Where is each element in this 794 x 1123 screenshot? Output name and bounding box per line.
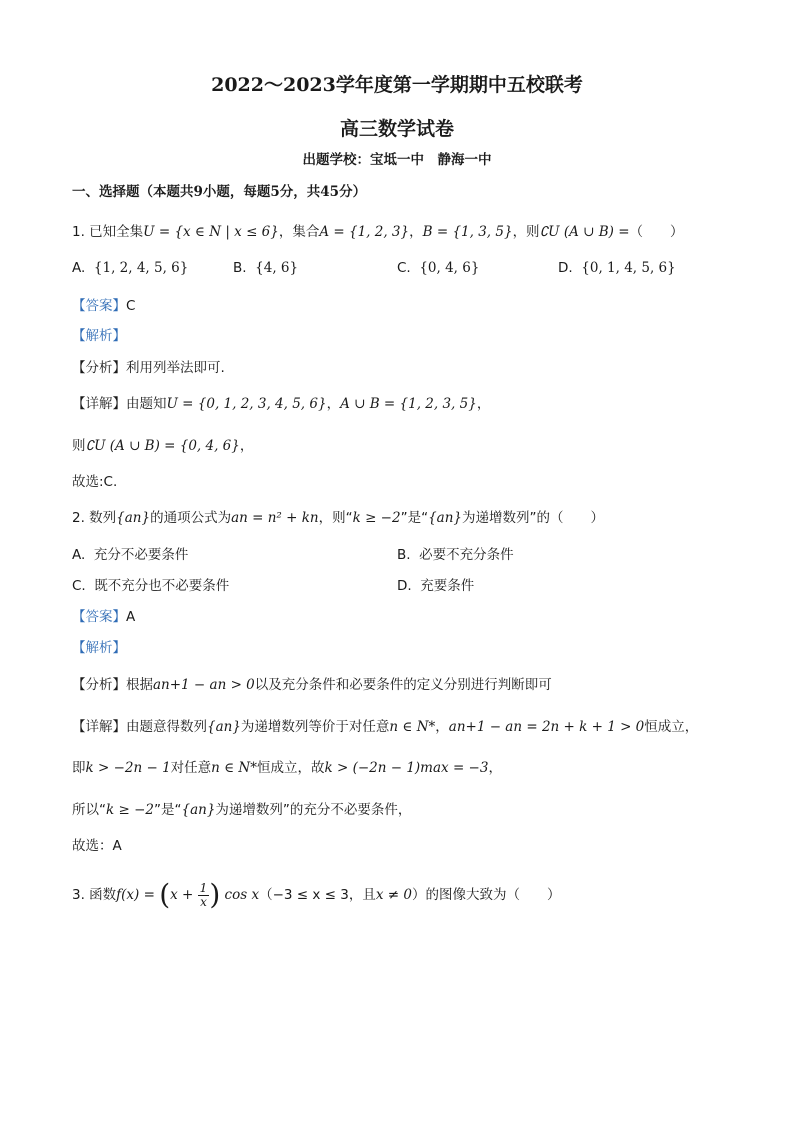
q2-detail [72,717,698,737]
q1-option-c [397,258,479,278]
detail-text: 为递增数列”的充分不必要条件， [215,802,412,818]
detail-text: ， [488,760,502,776]
q1-set-u: U = {x ∈ N | x ≤ 6} [143,224,279,240]
answer-value: A [126,609,136,625]
detail-math: n ∈ N* [211,760,257,776]
detail-text: ”是“ [153,802,182,818]
answer-value: C [126,298,136,314]
q2-answer [72,607,135,627]
q3-domain-math: x ≠ 0 [375,887,412,903]
detail-math: A ∪ B = {1, 2, 3, 5} [340,396,477,412]
detail-tag: 【详解】 [72,396,126,412]
q2-detail-line2 [72,758,502,778]
fraction-numerator: 1 [199,880,208,895]
q2-seq: {an} [116,510,151,526]
fenxi-text: 以及充分条件和必要条件的定义分别进行判断即可 [254,677,552,693]
fenxi-math: an+1 − an > 0 [153,677,255,693]
option-label: A. [72,260,86,276]
q3-fraction [198,882,210,909]
fenxi-text: 利用列举法即可. [126,360,225,376]
detail-math: n ∈ N* [389,719,436,735]
q1-option-d [558,258,676,278]
detail-math: k > (−2n − 1)max = −3 [324,760,489,776]
q2-option-c [72,576,229,596]
q1-paren: （ ） [629,224,684,240]
detail-text: 即 [72,760,86,776]
detail-text: 由题意得数列 [126,719,207,735]
option-value: {4, 6} [255,260,299,276]
q2-mid: ，则“ [318,510,353,526]
q2-fenxi [72,675,552,695]
q1-mid2: ，则 [512,224,540,240]
q2-seq: {an} [428,510,463,526]
q2-option-b [397,545,514,565]
option-value: 既不充分也不必要条件 [94,578,230,594]
q3-cos: cos x [224,887,260,903]
q1-sep: ， [409,224,423,240]
q2-analysis [72,638,126,658]
q1-prefix: 1. 已知全集 [72,224,144,240]
detail-tag: 【详解】 [72,719,126,735]
option-value: {0, 1, 4, 5, 6} [581,260,676,276]
exam-title: 2022～2023学年度第一学期期中五校联考 [211,74,583,96]
q3-domain: （−3 ≤ x ≤ 3，且 [259,887,376,903]
analysis-tag: 【解析】 [72,328,126,344]
q2-mid: 的通项公式为 [150,510,232,526]
exam-subject: 高三数学试卷 [339,118,454,140]
q3-prefix: 3. 函数 [72,887,117,903]
answer-tag: 【答案】 [72,298,126,314]
q2-formula: an = n² + kn [231,510,319,526]
fenxi-tag: 【分析】 [72,677,126,693]
detail-text: 由题知 [126,396,167,412]
detail-math: ∁U (A ∪ B) = {0, 4, 6} [85,438,240,454]
detail-text: 所以“ [72,802,106,818]
option-label: C. [397,260,411,276]
q2-conclusion: 故选：A [72,838,122,854]
option-label: B. [233,260,247,276]
exam-school: 出题学校：宝坻一中 静海一中 [302,152,492,168]
q3-term: x + [170,887,194,903]
analysis-tag: 【解析】 [72,640,126,656]
q1-option-a [72,258,188,278]
option-value: 充要条件 [420,578,475,594]
option-value: 充分不必要条件 [93,547,189,563]
q2-mid: ”是“ [400,510,429,526]
q3-domain: ）的图像大致为（ ） [411,887,561,903]
q1-expr: ∁U (A ∪ B) = [539,224,630,240]
detail-text: 恒成立，故 [257,760,325,776]
detail-math: k ≥ −2 [106,802,154,818]
q1-set-b: B = {1, 3, 5} [422,224,513,240]
q2-prefix: 2. 数列 [72,510,117,526]
detail-math: U = {0, 1, 2, 3, 4, 5, 6} [166,396,327,412]
detail-text: 对任意 [170,760,212,776]
option-value: 必要不充分条件 [419,547,514,563]
fenxi-tag: 【分析】 [72,360,126,376]
detail-math: k > −2n − 1 [85,760,171,776]
detail-text: ， [326,396,341,412]
detail-text: ， [239,438,254,454]
answer-tag: 【答案】 [72,609,126,625]
detail-text: 则 [72,438,86,454]
option-label: A. [72,547,86,563]
detail-math: {an} [207,719,241,735]
q2-stem [72,508,604,528]
q2-detail-line3 [72,800,411,820]
q2-mid: 为递增数列”的（ ） [462,510,605,526]
option-value: {0, 4, 6} [419,260,480,276]
fraction-denominator: x [200,894,207,909]
q2-option-d [397,576,474,596]
q1-stem [72,222,684,242]
detail-text: ， [435,719,449,735]
detail-text: 恒成立， [644,719,699,735]
option-label: D. [397,578,412,594]
q1-fenxi [72,358,225,378]
option-label: B. [397,547,411,563]
q1-mid1: ，集合 [278,224,320,240]
fenxi-text: 根据 [126,677,153,693]
q1-conclusion: 故选:C. [72,474,118,490]
detail-text: ， [476,396,491,412]
detail-text: 为递增数列等价于对任意 [240,719,390,735]
option-label: C. [72,578,86,594]
q1-detail [72,394,490,414]
q3-stem [72,878,561,911]
option-label: D. [558,260,573,276]
right-paren-icon: ) [209,878,221,911]
q2-option-a [72,545,188,565]
q3-func: f(x) = [116,887,155,903]
left-paren-icon: ( [159,878,171,911]
detail-math: an+1 − an = 2n + k + 1 > 0 [448,719,645,735]
q1-analysis [72,326,126,346]
option-value: {1, 2, 4, 5, 6} [93,260,189,276]
q1-answer [72,296,135,316]
q1-detail-line2 [72,436,253,456]
section-heading: 一、选择题（本题共9小题，每题5分，共45分） [72,184,367,200]
q1-option-b [233,258,298,278]
q1-set-a: A = {1, 2, 3} [319,224,410,240]
q2-cond: k ≥ −2 [352,510,401,526]
detail-math: {an} [181,802,216,818]
